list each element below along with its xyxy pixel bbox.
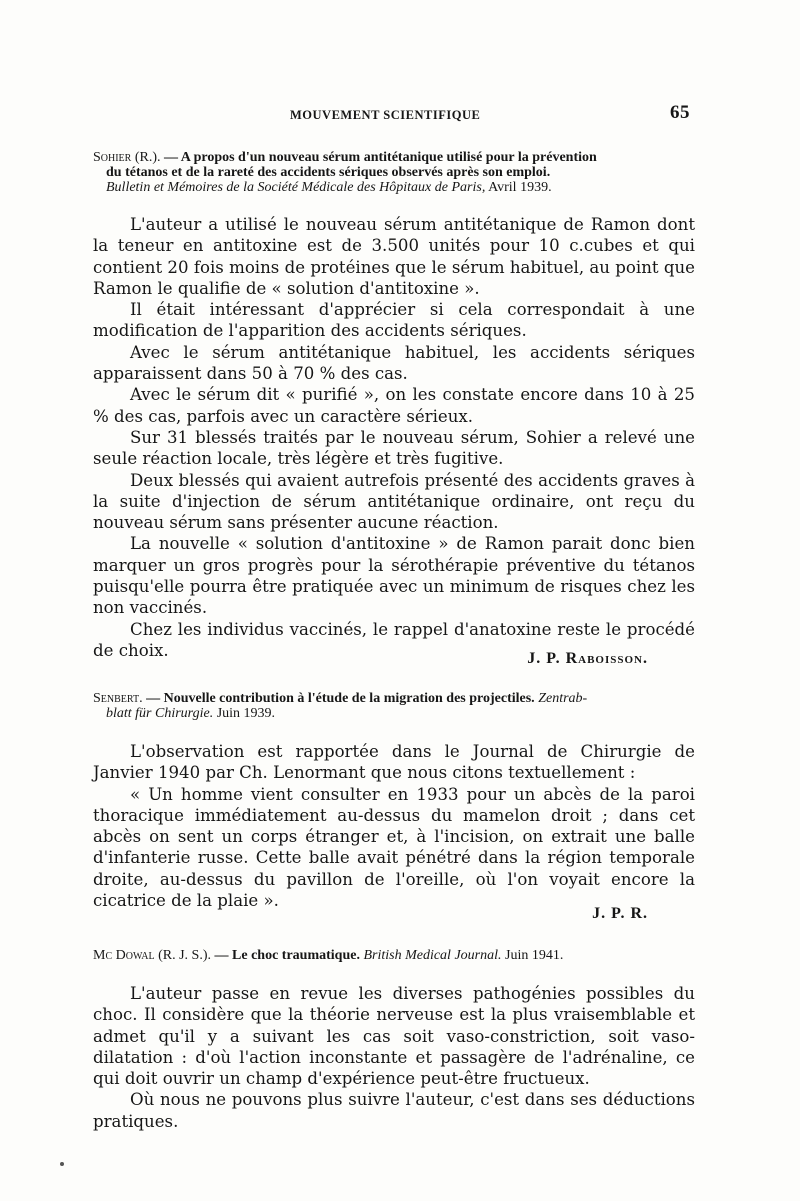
article2-journal-line1: Zentrab- (538, 691, 588, 706)
article1-paragraph: L'auteur a utilisé le nouveau sérum antitétanique de Ramon dont la teneur en antitoxine est de 3.500 unités pour 10 c.cubes et qui contient 20 fois moins de protéines que le sérum habituel, au point que Ramon le qualifie de « solution d'antitoxine ». (93, 215, 695, 298)
article2-reference (93, 691, 697, 721)
article2-signature: J. P. R. (592, 905, 648, 922)
article2-paragraph: L'observation est rapportée dans le Journal de Chirurgie de Janvier 1940 par Ch. Lenormant que nous citons textuellement : (93, 742, 695, 783)
article1-paragraph: La nouvelle « solution d'antitoxine » de Ramon parait donc bien marquer un gros progrès pour la sérothérapie préventive du tétanos puisqu'elle pourra être pratiquée avec un minimum de risques chez les non vaccinés. (93, 534, 695, 618)
article1-paragraph: Avec le sérum dit « purifié », on les constate encore dans 10 à 25 % des cas, parfois avec un caractère sérieux. (93, 385, 695, 426)
running-head-title: MOUVEMENT SCIENTIFIQUE (290, 108, 481, 122)
article1-signature (527, 650, 648, 668)
article1-signature-initials: J. P. (527, 650, 561, 667)
article1-author: Sohier (R.). (93, 150, 161, 165)
article1-reference (93, 150, 697, 195)
article2-body (93, 741, 695, 911)
article1-paragraph: Avec le sérum antitétanique habituel, les accidents sériques apparaissent dans 50 à 70 % des cas. (93, 342, 695, 384)
article3-date: Juin 1941. (505, 948, 564, 963)
article1-journal: Bulletin et Mémoires de la Société Médicale des Hôpitaux de Paris, (106, 180, 486, 195)
article1-date: Avril 1939. (488, 180, 552, 195)
article1-paragraph: Chez les individus vaccinés, le rappel d'anatoxine reste le procédé de choix. (93, 619, 695, 660)
article3-author: Mc Dowal (R. J. S.). (93, 948, 212, 963)
article3-journal: British Medical Journal. (363, 948, 502, 963)
article3-paragraph: L'auteur passe en revue les diverses pathogénies possibles du choc. Il considère que la théorie nerveuse est la plus vraisemblable et admet qu'il y a suivant les cas soit vaso-constriction, soit vaso-dilatation : d'où l'action inconstante et passagère de l'adrénaline, ce qui doit ouvrir un champ d'expérience peut-être fructueux. (93, 984, 695, 1089)
article1-title-line2: du tétanos et de la rareté des accidents sériques observés après son emploi. (106, 165, 551, 180)
article2-date: Juin 1939. (216, 706, 276, 721)
article3-reference (93, 948, 697, 963)
page-number: 65 (670, 102, 690, 123)
article1-title-line1: — A propos d'un nouveau sérum antitétanique utilisé pour la prévention (164, 150, 597, 165)
ink-speck (60, 1162, 64, 1166)
article2-journal-line2: blatt für Chirurgie. (106, 706, 214, 721)
article3-paragraph: Où nous ne pouvons plus suivre l'auteur, c'est dans ses déductions pratiques. (93, 1090, 695, 1131)
article1-body (93, 214, 695, 661)
article2-paragraph: « Un homme vient consulter en 1933 pour un abcès de la paroi thoracique immédiatement au-dessus du mamelon droit ; dans cet abcès on sent un corps étranger et, à l'incision, on extrait une balle d'infanterie russe. Cette balle avait pénétré dans la région temporale droite, au-dessus du pavillon de l'oreille, où l'on voyait encore la cicatrice de la plaie ». (93, 784, 695, 911)
article1-paragraph: Sur 31 blessés traités par le nouveau sérum, Sohier a relevé une seule réaction locale, très légère et très fugitive. (93, 427, 695, 469)
article2-author: Senbert. (93, 691, 143, 706)
article3-title: — Le choc traumatique. (214, 948, 360, 963)
article1-signature-name: Raboisson. (565, 650, 648, 667)
article1-paragraph: Il était intéressant d'apprécier si cela correspondait à une modification de l'apparition des accidents sériques. (93, 300, 695, 341)
article1-paragraph: Deux blessés qui avaient autrefois présenté des accidents graves à la suite d'injection de sérum antitétanique ordinaire, ont reçu du nouveau sérum sans présenter aucune réaction. (93, 470, 695, 533)
article3-body (93, 983, 695, 1132)
article2-title: — Nouvelle contribution à l'étude de la migration des projectiles. (146, 691, 535, 706)
